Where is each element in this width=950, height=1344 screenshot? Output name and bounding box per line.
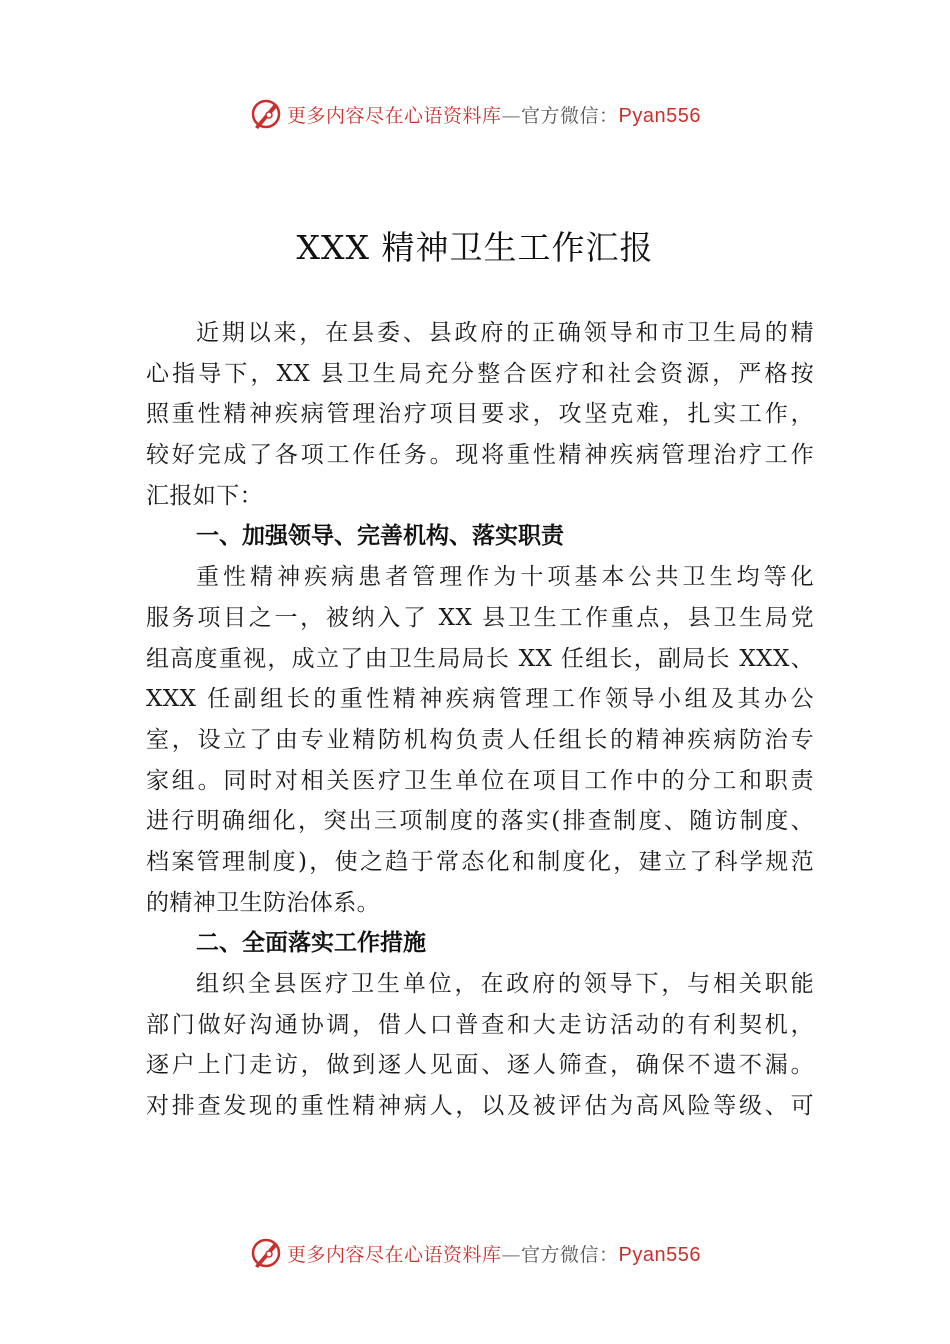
section-heading-1: 一、加强领导、完善机构、落实职责 <box>196 523 564 550</box>
paragraph-line: 心指导下，XX 县卫生局充分整合医疗和社会资源，严格按 <box>146 360 814 387</box>
paragraph-line: 部门做好沟通协调，借人口普查和大走访活动的有利契机， <box>146 1011 814 1038</box>
paragraph-line: 服务项目之一，被纳入了 XX 县卫生工作重点，县卫生局党 <box>146 604 814 631</box>
banner-slogan: 更多内容尽在心语资料库 <box>287 104 502 127</box>
banner-official-label: 官方微信： <box>521 1243 619 1266</box>
paragraph-line: XXX 任副组长的重性精神疾病管理工作领导小组及其办公 <box>146 686 814 713</box>
banner-official-label: 官方微信： <box>521 104 619 127</box>
paragraph-line: 重性精神疾病患者管理作为十项基本公共卫生均等化 <box>196 564 814 591</box>
banner-wechat-id: Pyan556 <box>618 104 701 127</box>
paragraph-line: 家组。同时对相关医疗卫生单位在项目工作中的分工和职责 <box>146 767 814 794</box>
paragraph-line: 对排查发现的重性精神病人，以及被评估为高风险等级、可 <box>146 1093 814 1120</box>
paragraph-line: 组织全县医疗卫生单位，在政府的领导下，与相关职能 <box>196 971 814 997</box>
banner-text <box>287 1240 701 1267</box>
document-body <box>146 313 814 1127</box>
paragraph-line: 组高度重视，成立了由卫生局局长 XX 任组长，副局长 XXX、 <box>146 645 814 672</box>
header-banner <box>0 94 950 134</box>
document-title: XXX 精神卫生工作汇报 <box>296 228 654 267</box>
pen-logo-icon <box>249 97 283 131</box>
paragraph-line: 进行明确细化，突出三项制度的落实(排查制度、随访制度、 <box>146 808 814 835</box>
section-heading-2: 二、全面落实工作措施 <box>196 930 426 957</box>
banner-slogan: 更多内容尽在心语资料库 <box>287 1243 502 1266</box>
banner-separator: — <box>501 1243 522 1266</box>
footer-banner <box>0 1233 950 1273</box>
paragraph-line: 的精神卫生防治体系。 <box>146 889 380 916</box>
paragraph-line: 档案管理制度)，使之趋于常态化和制度化，建立了科学规范 <box>146 848 814 875</box>
paragraph-line: 照重性精神疾病管理治疗项目要求，攻坚克难，扎实工作， <box>146 401 814 428</box>
banner-wechat-id: Pyan556 <box>618 1243 701 1266</box>
paragraph-line: 汇报如下： <box>146 482 263 509</box>
paragraph-line: 较好完成了各项工作任务。现将重性精神疾病管理治疗工作 <box>146 442 814 469</box>
banner-text <box>287 101 701 128</box>
paragraph-line: 近期以来，在县委、县政府的正确领导和市卫生局的精 <box>196 320 814 346</box>
pen-logo-icon <box>249 1236 283 1270</box>
banner-separator: — <box>501 104 522 127</box>
paragraph-line: 逐户上门走访，做到逐人见面、逐人筛查，确保不遗不漏。 <box>146 1052 814 1079</box>
paragraph-line: 室，设立了由专业精防机构负责人任组长的精神疾病防治专 <box>146 726 814 753</box>
